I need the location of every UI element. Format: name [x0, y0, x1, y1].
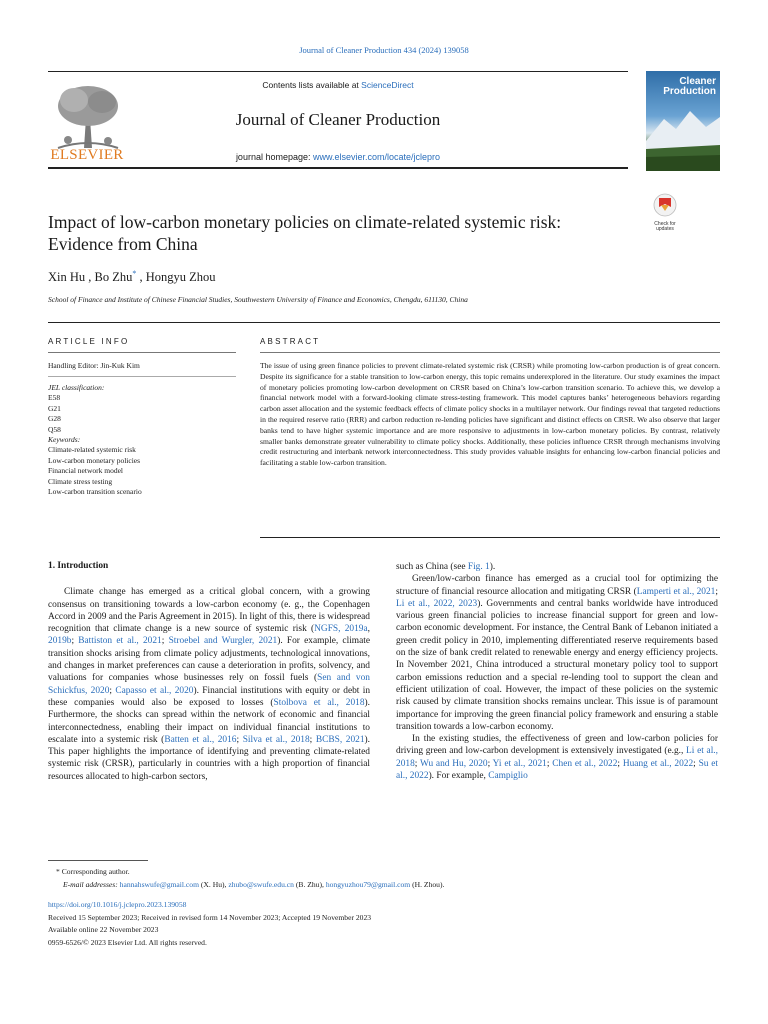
keywords-label: Keywords: — [48, 435, 81, 445]
citation-link[interactable]: Campiglio — [488, 771, 528, 782]
footnote-rule — [48, 860, 148, 861]
article-info-heading: ARTICLE INFO — [48, 337, 236, 353]
body-text: Green/low-carbon finance has emerged as a crucial tool for optimizing the structure of financial resource allocation and mitigating CRSR ( — [396, 574, 718, 597]
journal-masthead — [48, 71, 628, 169]
available-online: Available online 22 November 2023 — [48, 925, 159, 934]
author-3[interactable]: Hongyu Zhou — [145, 270, 216, 285]
footnotes — [48, 866, 728, 949]
contents-line — [148, 80, 528, 90]
doi-link[interactable]: https://doi.org/10.1016/j.jclepro.2023.139058 — [48, 900, 187, 909]
check-for-updates-badge[interactable] — [648, 193, 682, 232]
body-text: ; — [309, 734, 316, 745]
figure-link[interactable]: Fig. 1 — [467, 562, 490, 572]
citation-link[interactable]: Silva et al., 2018 — [242, 734, 310, 745]
body-text: ). For example, — [428, 771, 489, 782]
intro-paragraph-3 — [396, 733, 718, 782]
body-text: ; — [715, 586, 718, 597]
check-label-line2: updates — [656, 226, 674, 232]
keyword: Low-carbon transition scenario — [48, 487, 142, 497]
footnote-mark: * — [56, 867, 60, 876]
body-text: ; — [617, 758, 623, 769]
citation-link[interactable]: Su et al., 2022 — [396, 758, 719, 782]
body-text: Climate change has emerged as a critical global concern, with a growing consensus on transitioning towards a low-carbon economy (e. g., the Copenhagen Accord in 2009 and the Paris Agreement in 2015). In light of this, there is widespread recognition that climate change is a new source of systemic risk ( — [48, 587, 370, 635]
citation-link[interactable]: Stroebel and Wurgler, 2021 — [168, 636, 278, 647]
citation-link[interactable]: Capasso et al., 2020 — [115, 685, 194, 696]
keyword: Climate-related systemic risk — [48, 445, 136, 455]
citation-link[interactable]: BCBS, 2021 — [315, 734, 365, 745]
journal-cover-image[interactable] — [646, 71, 720, 171]
body-text: ; — [109, 685, 116, 696]
received-dates: Received 15 September 2023; Received in revised form 14 November 2023; Accepted 19 November 2023 — [48, 912, 372, 922]
abstract-heading: ABSTRACT — [260, 337, 720, 353]
article-info-panel — [48, 337, 236, 497]
jel-label: JEL classification: — [48, 383, 105, 392]
citation-link[interactable]: NGFS, 2019a — [314, 624, 368, 635]
body-text: ). Furthermore, the shocks can spread within the network of economic and financial interconnectedness, enabling their impact on individual financial institutions to escalate into a systemic risk ( — [48, 697, 370, 745]
body-text: , — [367, 624, 370, 635]
article-title-line2: Evidence from China — [48, 234, 198, 254]
keyword: Financial network model — [48, 466, 123, 476]
cover-title-line2: Production — [663, 86, 716, 97]
citation-link[interactable]: Wu and Hu, 2020 — [419, 758, 488, 769]
body-text: ). — [489, 562, 496, 572]
email-label: E-mail addresses: — [63, 879, 120, 889]
keyword: Climate stress testing — [48, 476, 113, 486]
jel-code: Q58 — [48, 424, 61, 434]
citation-link[interactable]: Batten et al., 2016 — [164, 734, 237, 745]
abstract-section — [260, 337, 720, 469]
keyword: Low-carbon monetary policies — [48, 455, 141, 465]
email-owner: (H. Zhou). — [410, 879, 445, 889]
body-text: ; — [71, 636, 79, 647]
email-addresses — [48, 879, 728, 892]
header-rule — [48, 322, 720, 323]
abstract-rule — [260, 537, 720, 538]
intro-paragraph-1 — [48, 586, 370, 783]
author-separator: , — [85, 270, 95, 285]
body-text: ). This paper highlights the importance of identifying and preventing climate-related systemic risk (CRSR), particularly in countries with a high proportion of financial resources allocated to high-carbon sectors, — [48, 734, 370, 782]
corresponding-author-text: Corresponding author. — [59, 867, 130, 876]
jel-code: G21 — [48, 403, 61, 413]
copyright: 0959-6526/© 2023 Elsevier Ltd. All rights reserved. — [48, 937, 207, 947]
homepage-prefix: journal homepage: — [235, 152, 313, 162]
sciencedirect-link[interactable]: ScienceDirect — [361, 80, 414, 90]
citation-link[interactable]: Lamperti et al., 2021 — [636, 586, 716, 597]
body-text: ; — [236, 734, 243, 745]
body-column-left — [48, 560, 370, 783]
author-2[interactable]: Bo Zhu — [94, 270, 133, 285]
cover-title-line1: Cleaner — [679, 76, 716, 87]
journal-citation[interactable]: Journal of Cleaner Production 434 (2024) 139058 — [299, 45, 469, 55]
body-text: ; — [487, 758, 493, 769]
journal-title: Journal of Cleaner Production — [235, 110, 441, 129]
citation-link[interactable]: 2019b — [48, 636, 72, 647]
intro-paragraph-2 — [396, 573, 718, 733]
citation-link[interactable]: Li et al., 2018 — [396, 746, 718, 769]
body-text: ; — [546, 758, 553, 769]
citation-link[interactable]: Stolbova et al., 2018 — [273, 697, 365, 708]
email-owner: (X. Hu), — [199, 879, 229, 889]
homepage-link[interactable]: www.elsevier.com/locate/jclepro — [313, 152, 441, 162]
body-text: ; — [693, 758, 699, 769]
body-text: In the existing studies, the effectiveness of green and low-carbon policies for driving green and low-carbon development is extensively investigated (e.g., — [396, 734, 718, 757]
email-link[interactable]: hongyuzhou79@gmail.com — [325, 879, 411, 889]
body-text: ; — [414, 758, 420, 769]
homepage-line — [130, 152, 546, 162]
handling-editor: Handling Editor: Jin-Kuk Kim — [48, 361, 236, 377]
jel-code: E58 — [48, 393, 61, 403]
abstract-text: The issue of using green finance policies to prevent climate-related systemic risk (CRSR) while promoting low-carbon production is of great concern. Despite its significance for a stable transition to low-carbon energy, this topic remains underexplored in the literature. Our study examines the impact of monetary policies promoting low-carbon development on CRSR based on China’s low-carbon transition scenario. To achieve this, we develop a financial network model with a forward-looking climate stress-testing framework. This model captures banks’ heterogeneous behaviors regarding carbon asset allocation and the systemic feedback effects of climate policy shocks in a multilayer network. Our findings reveal that targeted reductions in the required reserve ratio (RRR) and carbon reduction re-lending policies have significant and distinct effects on CRSR. We also observe that larger banks tend to have higher systemic importance and are more responsive to adjustments in low-carbon monetary policies. By contrast, relatively smaller banks demonstrate greater vulnerability to climate policy shocks. Additionally, these policies influence CRSR through mechanisms involving credit restructuring and interbank network interconnectedness. This study provides valuable insights for enhancing low-carbon financial policies and facilitating a stable low-carbon transition. — [260, 361, 720, 468]
check-label-line1: Check for — [654, 221, 676, 227]
citation-link[interactable]: Huang et al., 2022 — [622, 758, 694, 769]
corresponding-author-mark[interactable]: * — [132, 269, 137, 278]
email-link[interactable]: hannahswufe@gmail.com — [119, 879, 199, 889]
section-heading-introduction: 1. Introduction — [48, 561, 109, 571]
body-text: such as China (see — [396, 562, 468, 572]
body-text: ). For example, climate transition shocks arising from climate policy adjustments, technological innovations, and changes in market preferences can cause a deterioration in profits, solvency, and valuations for companies whose businesses rely on fossil fuels ( — [48, 636, 371, 684]
elsevier-wordmark: ELSEVIER — [50, 147, 124, 163]
citation-link[interactable]: Sen and von Schickfus, 2020 — [48, 673, 370, 696]
author-separator: , — [136, 270, 146, 285]
body-text: ). Governments and central banks worldwide have introduced various green financial policies to increase financial support for green and low-carbon economic development. For instance, the Central Bank of Lebanon initiated a green credit policy in 2010, implementing differentiated reserve requirements based on the size of bank credit related to renewable energy and energy efficiency projects. In November 2021, China introduced a structural monetary policy tool to support carbon emissions reduction and a special re-lending tool to support the clean and efficient utilization of coal. However, the impact of these policies on the systemic risk caused by climate transition shocks remains unclear. This issue is of paramount importance for improving the green financial policy framework and ensuring a stable transition towards a low-carbon economy. — [396, 598, 718, 732]
intro-paragraph-continued — [396, 561, 718, 573]
citation-link[interactable]: Chen et al., 2022 — [552, 758, 618, 769]
author-1[interactable]: Xin Hu — [48, 270, 86, 285]
cover-title — [663, 77, 716, 97]
corresponding-author-note — [48, 866, 728, 879]
citation-link[interactable]: Yi et al., 2021 — [492, 758, 547, 769]
article-title — [48, 211, 648, 255]
body-text: ). Financial institutions with equity or debt in these companies would also be exposed to losses ( — [48, 685, 371, 708]
author-list — [48, 269, 216, 285]
check-for-updates-label — [648, 222, 682, 232]
contents-prefix: Contents lists available at — [262, 80, 362, 90]
citation-link[interactable]: Li et al., 2022, 2023 — [396, 598, 478, 609]
email-link[interactable]: zhubo@swufe.edu.cn — [228, 879, 294, 889]
affiliation: School of Finance and Institute of Chinese Financial Studies, Southwestern University of Finance and Economics, Chengdu, 611130, China — [48, 295, 468, 304]
jel-code: G28 — [48, 414, 61, 424]
citation-link[interactable]: Battiston et al., 2021 — [78, 636, 162, 647]
check-for-updates-icon — [653, 193, 677, 217]
email-owner: (B. Zhu), — [293, 879, 326, 889]
body-column-right — [396, 561, 718, 782]
article-title-line1: Impact of low-carbon monetary policies on climate-related systemic risk: — [48, 212, 562, 232]
body-text: ; — [161, 636, 169, 647]
